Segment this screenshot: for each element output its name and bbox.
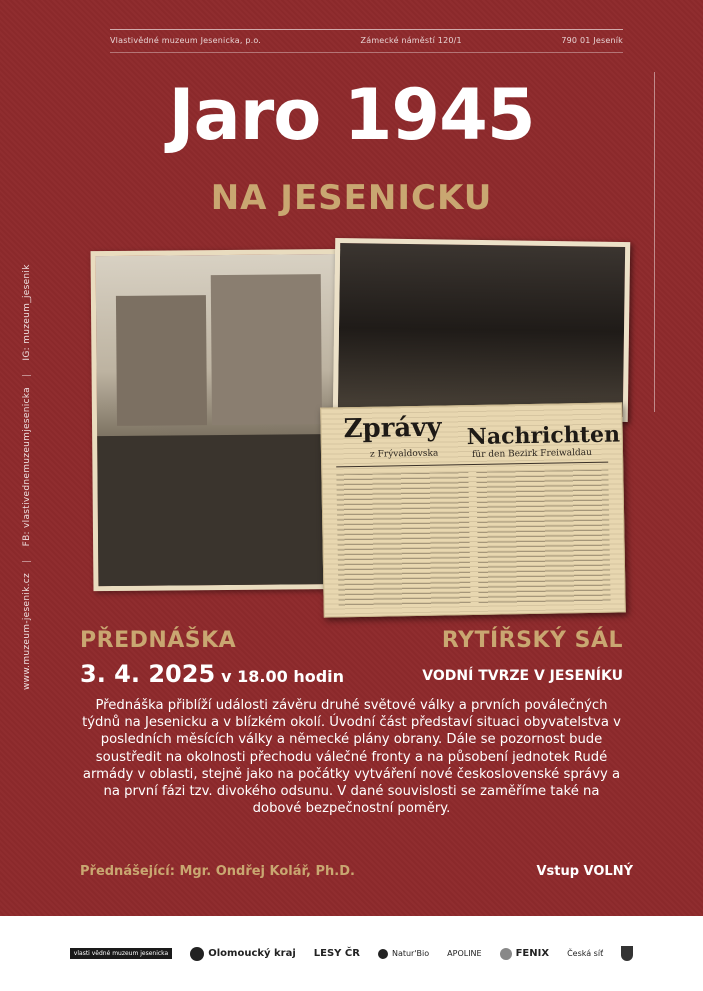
lesy-cr-logo: LESY ČR (313, 948, 360, 959)
event-lecturer: Přednášející: Mgr. Ondřej Kolář, Ph.D. (80, 864, 355, 879)
address-museum: Vlastivědné muzeum Jesenicka, p.o. (110, 36, 262, 45)
event-type: PŘEDNÁŠKA (80, 628, 237, 653)
town-crest-logo (621, 946, 633, 961)
address-bar (110, 36, 623, 45)
event-entry: Vstup VOLNÝ (536, 864, 633, 879)
event-date (80, 660, 344, 688)
poster-subtitle: NA JESENICKU (210, 178, 493, 218)
side-contacts: www.muzeum-jesenik.cz| FB: vlastivednemuzeumjesenicka| IG: muzeum_jesenik (22, 264, 32, 690)
newspaper-title-de: Nachrichten (466, 421, 621, 451)
event-date-value: 3. 4. 2025 (80, 660, 216, 688)
newspaper-subtitle-cz: z Frývaldovska (369, 448, 439, 460)
museum-logo: vlasti vědné muzeum jesenicka (70, 948, 172, 959)
cezdistribuce-logo: Česká síť (567, 949, 604, 958)
historic-photo-crowd (333, 238, 630, 422)
instagram-link[interactable]: IG: muzeum_jesenik (22, 264, 32, 361)
event-hall: RYTÍŘSKÝ SÁL (441, 628, 623, 653)
poster-title: Jaro 1945 (168, 74, 535, 156)
web-link[interactable]: www.muzeum-jesenik.cz (22, 572, 32, 690)
top-rule (110, 29, 623, 30)
event-venue: VODNÍ TVRZE V JESENÍKU (422, 668, 623, 684)
facebook-link[interactable]: FB: vlastivednemuzeumjesenicka (22, 387, 32, 547)
historic-photo-square (91, 249, 356, 591)
newspaper-clipping (320, 402, 626, 617)
olomoucky-kraj-logo: Olomoucký kraj (190, 947, 296, 961)
fenix-logo: FENIX (500, 948, 549, 960)
newspaper-subtitle-de: für den Bezirk Freiwaldau (471, 447, 592, 461)
apoline-logo: APOLINE (447, 949, 482, 958)
footer-logos (0, 916, 703, 991)
event-description: Přednáška přiblíží události závěru druhé světové války a prvních poválečných týdnů na Jesenicku a v blízkém okolí. Úvodní část představí situaci obyvatelstva v posledních měsících války a německé plány obrany. Dále se pozornost bude soustředit na okolnosti přechodu válečné fronty a na působení jednotek Rudé armády v oblasti, stejně jako na počátky vytváření nové československé správy a na první fázi tzv. divokého odsunu. V dané souvislosti se zaměříme také na dobové bezpečnostní poměry. (82, 698, 621, 817)
address-street: Zámecké náměstí 120/1 (360, 36, 462, 45)
newspaper-title-cz: Zprávy (343, 412, 442, 445)
address-city: 790 01 Jeseník (561, 36, 623, 45)
event-time: v 18.00 hodin (221, 667, 345, 686)
natur-logo: Natur'Bio (378, 949, 429, 959)
top-rule-2 (110, 52, 623, 53)
